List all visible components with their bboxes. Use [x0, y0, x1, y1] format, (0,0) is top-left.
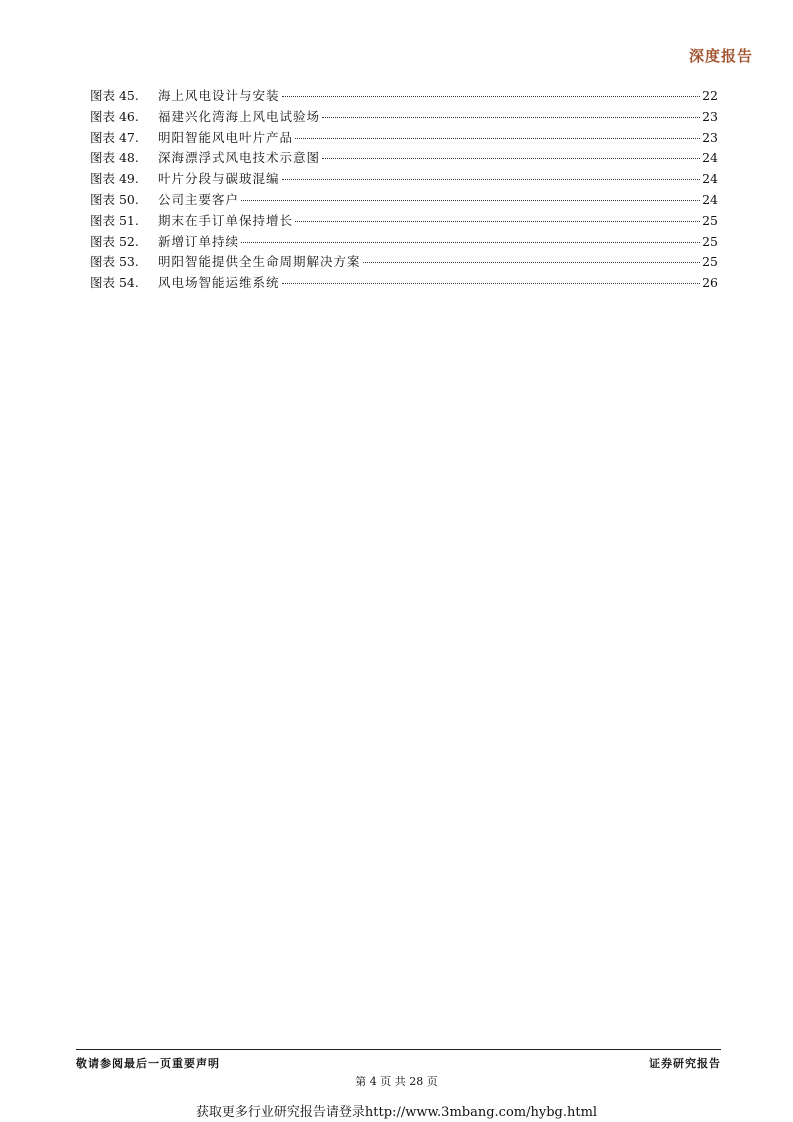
toc-entry[interactable] [90, 190, 718, 211]
toc-dot-leader [322, 117, 700, 118]
footer-report-type: 证券研究报告 [649, 1057, 721, 1070]
toc-entry-page: 25 [702, 233, 718, 249]
toc-entry-page: 24 [702, 150, 718, 166]
toc-entry-page: 26 [702, 275, 718, 291]
toc-entry[interactable] [90, 169, 718, 190]
toc-entry-label: 图表 48. [90, 150, 139, 166]
toc-dot-leader [282, 179, 701, 180]
page-number: 第 4 页 共 28 页 [355, 1075, 438, 1088]
report-category-title: 深度报告 [688, 47, 753, 65]
toc-entry-page: 23 [702, 129, 718, 145]
toc-dot-leader [322, 158, 700, 159]
toc-entry[interactable] [90, 273, 718, 294]
toc-dot-leader [282, 283, 701, 284]
toc-dot-leader [295, 221, 700, 222]
toc-entry-label: 图表 50. [90, 191, 139, 207]
toc-entry[interactable] [90, 211, 718, 232]
toc-entry-title: 公司主要客户 [158, 191, 240, 207]
toc-entry[interactable] [90, 128, 718, 149]
promo-link-text[interactable]: 获取更多行业研究报告请登录http://www.3mbang.com/hybg.html [195, 1105, 598, 1120]
toc-entry-label: 图表 54. [90, 275, 139, 291]
toc-entry-title: 新增订单持续 [158, 233, 240, 249]
toc-dot-leader [241, 200, 700, 201]
toc-entry-title: 叶片分段与碳玻混编 [158, 171, 280, 187]
toc-entry-page: 24 [702, 191, 718, 207]
toc-entry-label: 图表 49. [90, 171, 139, 187]
toc-entry-title: 福建兴化湾海上风电试验场 [158, 108, 321, 124]
figure-index-list [90, 86, 718, 294]
toc-entry-page: 25 [702, 212, 718, 228]
toc-entry[interactable] [90, 107, 718, 128]
toc-entry-label: 图表 46. [90, 108, 139, 124]
footer-disclaimer: 敬请参阅最后一页重要声明 [76, 1057, 220, 1070]
toc-entry[interactable] [90, 148, 718, 169]
toc-dot-leader [241, 242, 700, 243]
toc-entry-label: 图表 51. [90, 212, 139, 228]
toc-entry-title: 明阳智能风电叶片产品 [158, 129, 294, 145]
toc-entry-label: 图表 52. [90, 233, 139, 249]
toc-entry-title: 深海漂浮式风电技术示意图 [158, 150, 321, 166]
toc-entry-label: 图表 53. [90, 254, 139, 270]
toc-entry[interactable] [90, 252, 718, 273]
toc-entry[interactable] [90, 232, 718, 253]
toc-entry-title: 明阳智能提供全生命周期解决方案 [158, 254, 361, 270]
footer-divider [76, 1049, 721, 1050]
toc-entry-title: 期末在手订单保持增长 [158, 212, 294, 228]
toc-entry[interactable] [90, 86, 718, 107]
toc-entry-page: 24 [702, 171, 718, 187]
toc-dot-leader [282, 96, 701, 97]
toc-entry-page: 25 [702, 254, 718, 270]
toc-entry-page: 23 [702, 108, 718, 124]
toc-entry-title: 风电场智能运维系统 [158, 275, 280, 291]
toc-entry-page: 22 [702, 88, 718, 103]
toc-dot-leader [295, 138, 700, 139]
toc-entry-title: 海上风电设计与安装 [158, 88, 280, 103]
toc-dot-leader [363, 262, 701, 263]
toc-entry-label: 图表 47. [90, 129, 139, 145]
toc-entry-label: 图表 45. [90, 88, 139, 103]
